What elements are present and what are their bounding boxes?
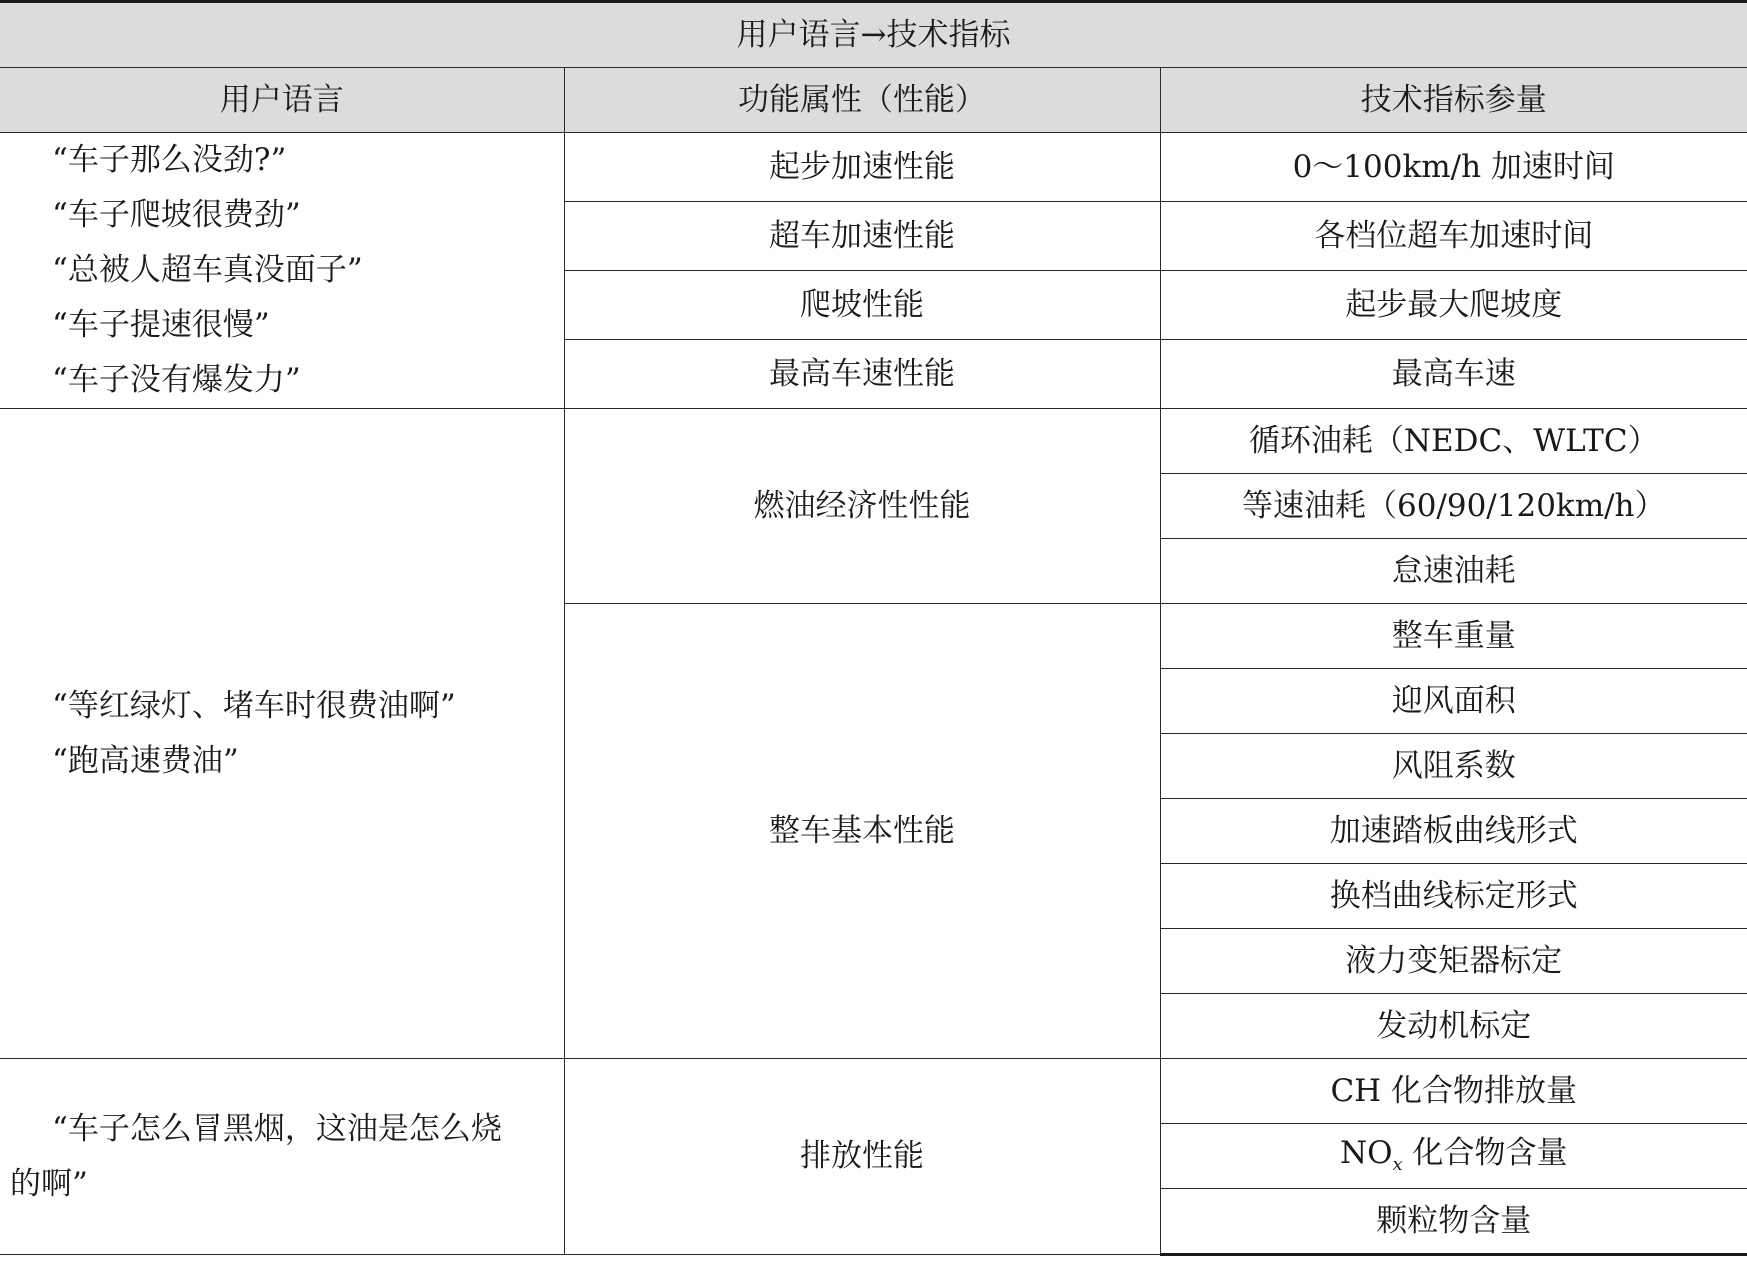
- parameter-cell: 最高车速: [1160, 340, 1747, 409]
- user-quote: “等红绿灯、堵车时很费油啊”: [52, 687, 456, 724]
- table-title-row: [0, 2, 1747, 68]
- parameter-cell: 风阻系数: [1160, 734, 1747, 799]
- function-cell: 最高车速性能: [564, 340, 1160, 409]
- parameter-cell: 怠速油耗: [1160, 539, 1747, 604]
- user-language-cell: [0, 133, 564, 409]
- user-quote: “车子没有爆发力”: [52, 362, 301, 398]
- header-parameter: 技术指标参量: [1160, 68, 1747, 133]
- user-language-cell: [0, 1059, 564, 1255]
- parameter-cell: CH 化合物排放量: [1160, 1059, 1747, 1124]
- user-quote: “车子爬坡很费劲”: [52, 197, 301, 233]
- nox-label: NO: [1339, 1134, 1393, 1171]
- table-row: [0, 1059, 1747, 1124]
- parameter-cell: [1160, 1124, 1747, 1189]
- function-cell: 超车加速性能: [564, 202, 1160, 271]
- parameter-cell: 等速油耗（60/90/120km/h）: [1160, 474, 1747, 539]
- function-cell: 起步加速性能: [564, 133, 1160, 202]
- user-quote-continued: 的啊”: [10, 1165, 88, 1202]
- function-cell: 燃油经济性性能: [564, 409, 1160, 604]
- parameter-cell: 加速踏板曲线形式: [1160, 799, 1747, 864]
- parameter-cell: 迎风面积: [1160, 669, 1747, 734]
- parameter-cell: 换档曲线标定形式: [1160, 864, 1747, 929]
- parameter-cell: 颗粒物含量: [1160, 1189, 1747, 1255]
- user-quote: “车子怎么冒黑烟，这油是怎么烧: [52, 1110, 502, 1147]
- table-title: 用户语言→技术指标: [0, 2, 1747, 68]
- function-cell: 爬坡性能: [564, 271, 1160, 340]
- nox-label-rest: 化合物含量: [1402, 1134, 1568, 1171]
- parameter-cell: 起步最大爬坡度: [1160, 271, 1747, 340]
- user-quote: “跑高速费油”: [52, 742, 239, 779]
- parameter-cell: 0～100km/h 加速时间: [1160, 133, 1747, 202]
- parameter-cell: 整车重量: [1160, 604, 1747, 669]
- parameter-cell: 各档位超车加速时间: [1160, 202, 1747, 271]
- parameter-cell: 循环油耗（NEDC、WLTC）: [1160, 409, 1747, 474]
- user-quote: “车子提速很慢”: [52, 307, 270, 343]
- function-cell: 整车基本性能: [564, 604, 1160, 1059]
- table-row: [0, 409, 1747, 474]
- parameter-cell: 液力变矩器标定: [1160, 929, 1747, 994]
- user-quote: “车子那么没劲?”: [52, 142, 287, 178]
- parameter-cell: 发动机标定: [1160, 994, 1747, 1059]
- user-quote: “总被人超车真没面子”: [52, 252, 363, 288]
- table-header-row: [0, 68, 1747, 133]
- user-language-cell: [0, 409, 564, 1059]
- table-row: [0, 133, 1747, 202]
- function-cell: 排放性能: [564, 1059, 1160, 1255]
- nox-subscript: x: [1392, 1154, 1403, 1176]
- header-user-language: 用户语言: [0, 68, 564, 133]
- header-function: 功能属性（性能）: [564, 68, 1160, 133]
